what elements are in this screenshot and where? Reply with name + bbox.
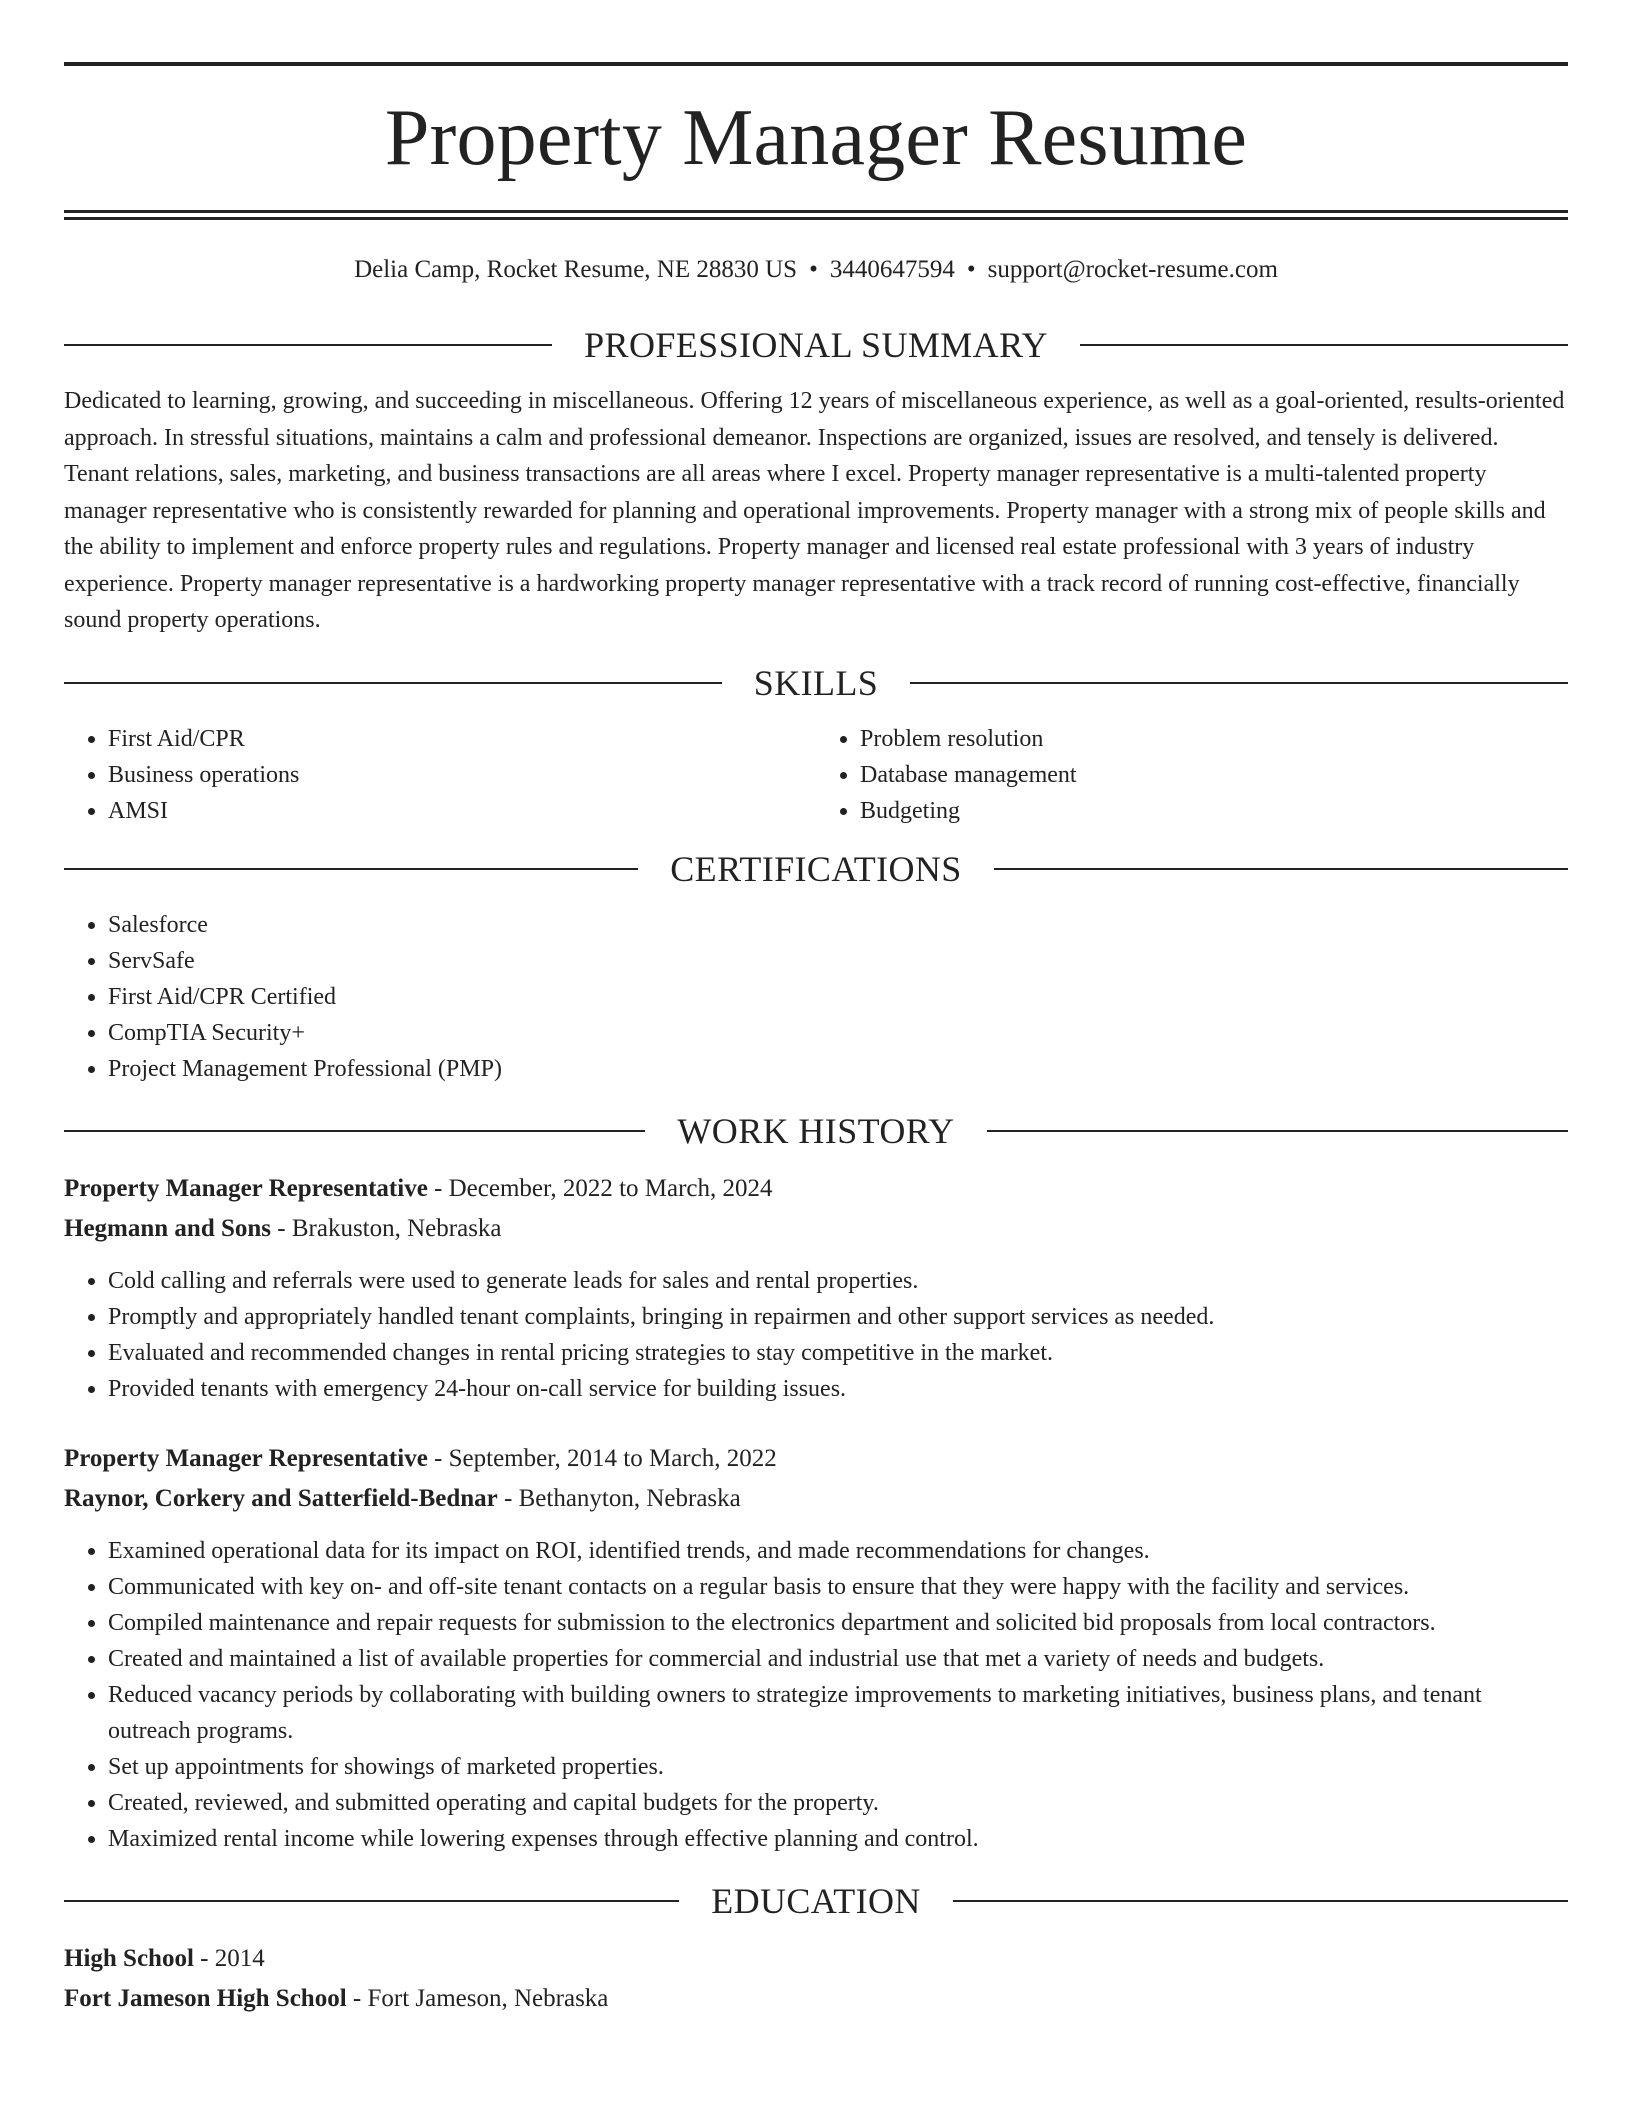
skill-item: • Database management xyxy=(860,757,1568,793)
section-rule xyxy=(1080,344,1568,346)
skills-list xyxy=(64,721,1568,829)
section-rule xyxy=(64,1900,679,1902)
job-company: Raynor, Corkery and Satterfield-Bednar xyxy=(64,1484,498,1512)
job-dates: - September, 2014 to March, 2022 xyxy=(427,1444,777,1472)
section-rule xyxy=(910,682,1568,684)
job-duty: • Examined operational data for its impact on ROI, identified trends, and made recommendations for changes. xyxy=(108,1533,1568,1569)
section-rule xyxy=(994,868,1568,870)
job-title: Property Manager Representative xyxy=(64,1174,428,1202)
certification-item: • Salesforce xyxy=(108,907,1568,943)
certifications-list xyxy=(64,907,1568,1087)
section-header-summary xyxy=(64,323,1568,367)
section-header-certifications xyxy=(64,847,1568,891)
section-rule xyxy=(987,1130,1568,1132)
contact-address: Delia Camp, Rocket Resume, NE 28830 US xyxy=(354,256,798,283)
job-location: - Bethanyton, Nebraska xyxy=(497,1484,741,1512)
section-rule xyxy=(64,682,722,684)
section-rule xyxy=(64,1130,645,1132)
job-duty: • Evaluated and recommended changes in rental pricing strategies to stay competitive in the market. xyxy=(108,1335,1568,1371)
title-double-rule xyxy=(64,210,1568,220)
job-duty: • Reduced vacancy periods by collaborating with building owners to strategize improvements to marketing initiatives, business plans, and tenant outreach programs. xyxy=(108,1677,1568,1749)
job-duties-list xyxy=(64,1533,1568,1857)
job-entry xyxy=(64,1439,1568,1857)
skill-item: • First Aid/CPR xyxy=(108,721,816,757)
top-rule xyxy=(64,62,1568,66)
section-title: PROFESSIONAL SUMMARY xyxy=(584,325,1048,365)
section-title: CERTIFICATIONS xyxy=(670,848,962,889)
education-year: - 2014 xyxy=(193,1944,265,1972)
job-duty: • Promptly and appropriately handled tenant complaints, bringing in repairmen and other support services as needed. xyxy=(108,1299,1568,1335)
contact-separator: • xyxy=(966,256,976,283)
job-duty: • Created, reviewed, and submitted operating and capital budgets for the property. xyxy=(108,1785,1568,1821)
job-duties-list xyxy=(64,1263,1568,1407)
education-location: - Fort Jameson, Nebraska xyxy=(346,1984,609,2012)
summary-text: Dedicated to learning, growing, and succeeding in miscellaneous. Offering 12 years of miscellaneous experience, as well as a goal-oriented, results-oriented approach. In stressful situations, maintains a calm and professional demeanor. Inspections are organized, issues are resolved, and tensely is delivered. Tenant relations, sales, marketing, and business transactions are all areas where I excel. Property manager representative is a multi-talented property manager representative who is consistently rewarded for planning and operational improvements. Property manager with a strong mix of people skills and the ability to implement and enforce property rules and regulations. Property manager and licensed real estate professional with 3 years of industry experience. Property manager representative is a hardworking property manager representative with a track record of running cost-effective, financially sound property operations. xyxy=(64,388,1565,633)
certification-item: • CompTIA Security+ xyxy=(108,1015,1568,1051)
certification-item: • ServSafe xyxy=(108,943,1568,979)
job-duty: • Set up appointments for showings of marketed properties. xyxy=(108,1749,1568,1785)
certification-item: • Project Management Professional (PMP) xyxy=(108,1051,1568,1087)
job-company-line xyxy=(64,1209,1568,1249)
resume-title: Property Manager Resume xyxy=(384,94,1248,182)
section-header-work-history xyxy=(64,1109,1568,1153)
education-school: Fort Jameson High School xyxy=(64,1984,347,2012)
job-duty: • Created and maintained a list of available properties for commercial and industrial use that met a variety of needs and budgets. xyxy=(108,1641,1568,1677)
section-title: EDUCATION xyxy=(711,1880,921,1921)
skills-column-left xyxy=(64,721,816,829)
job-location: - Brakuston, Nebraska xyxy=(271,1214,502,1242)
job-duty: • Communicated with key on- and off-site tenant contacts on a regular basis to ensure that they were happy with the facility and services. xyxy=(108,1569,1568,1605)
contact-separator: • xyxy=(809,256,818,283)
skill-item: • AMSI xyxy=(108,793,816,829)
skill-item: • Budgeting xyxy=(860,793,1568,829)
section-header-education xyxy=(64,1879,1568,1923)
education-degree: High School xyxy=(64,1944,194,1972)
skills-column-right xyxy=(816,721,1568,829)
section-rule xyxy=(953,1900,1568,1902)
section-header-skills xyxy=(64,661,1568,705)
section-rule xyxy=(64,868,638,870)
job-duty: • Maximized rental income while lowering expenses through effective planning and control. xyxy=(108,1821,1568,1857)
job-company-line xyxy=(64,1479,1568,1519)
skill-item: • Business operations xyxy=(108,757,816,793)
certification-item: • First Aid/CPR Certified xyxy=(108,979,1568,1015)
skill-item: • Problem resolution xyxy=(860,721,1568,757)
job-title: Property Manager Representative xyxy=(64,1444,428,1472)
section-rule xyxy=(64,344,552,346)
education-school-line xyxy=(64,1979,1568,2019)
job-entry xyxy=(64,1169,1568,1407)
job-duty: • Provided tenants with emergency 24-hour on-call service for building issues. xyxy=(108,1371,1568,1407)
contact-line xyxy=(64,253,1568,287)
job-dates: - December, 2022 to March, 2024 xyxy=(427,1174,773,1202)
job-duty: • Cold calling and referrals were used to generate leads for sales and rental properties. xyxy=(108,1263,1568,1299)
section-title: WORK HISTORY xyxy=(677,1110,955,1151)
job-company: Hegmann and Sons xyxy=(64,1214,272,1242)
job-title-line xyxy=(64,1439,1568,1479)
job-title-line xyxy=(64,1169,1568,1209)
contact-email: support@rocket-resume.com xyxy=(987,256,1278,283)
job-duty: • Compiled maintenance and repair requests for submission to the electronics department and solicited bid proposals from local contractors. xyxy=(108,1605,1568,1641)
section-title: SKILLS xyxy=(753,662,879,703)
education-degree-line xyxy=(64,1939,1568,1979)
contact-phone: 3440647594 xyxy=(829,256,955,283)
